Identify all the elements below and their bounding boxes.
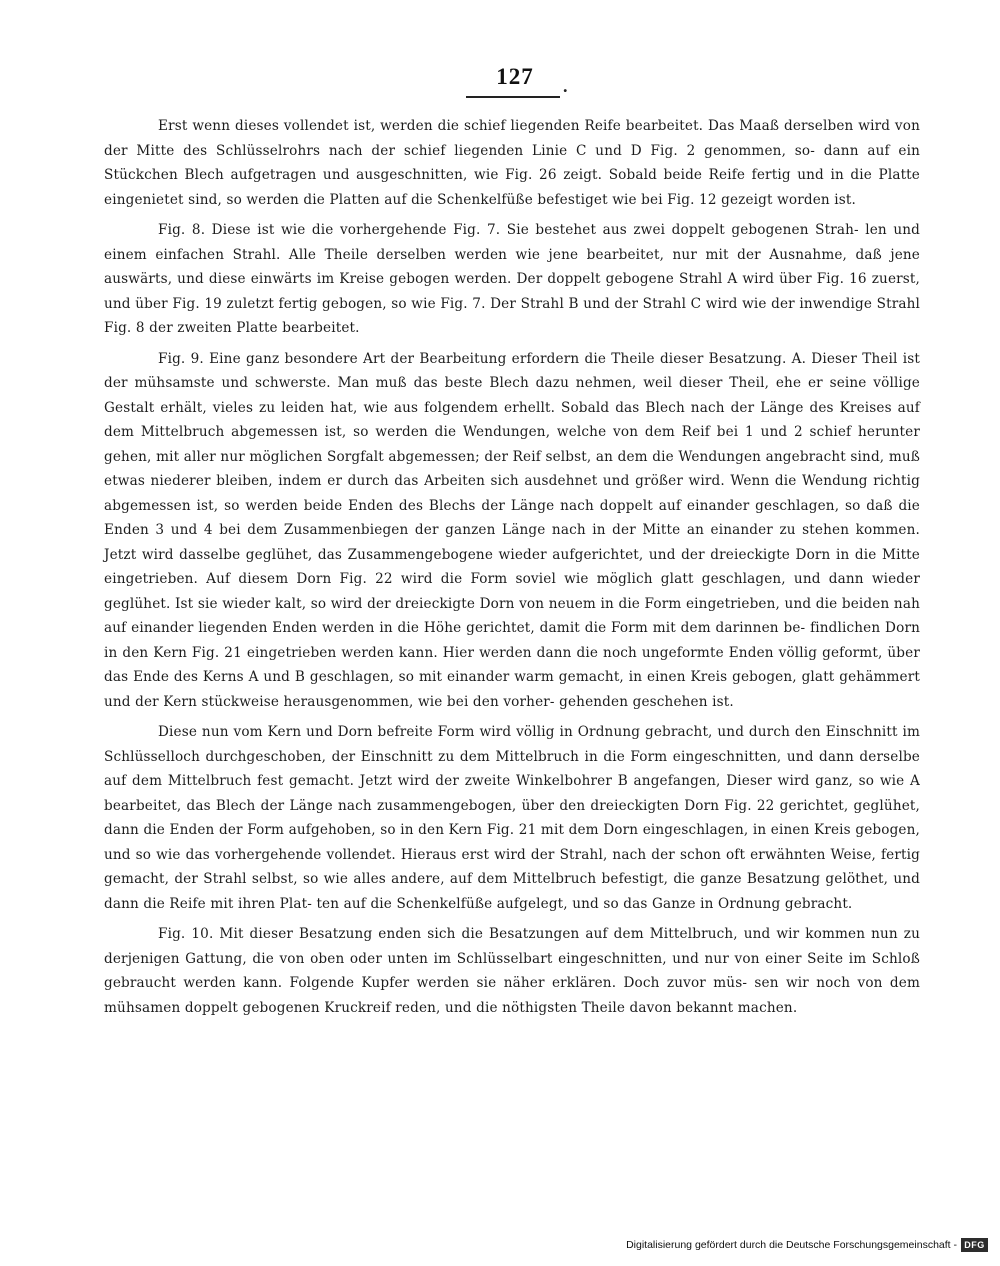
- footer-credit: [626, 1238, 988, 1252]
- footer-credit-text: Digitalisierung gefördert durch die Deutsche Forschungsgemeinschaft -: [626, 1239, 957, 1251]
- page-number-dot: .: [563, 76, 568, 96]
- text-body: [104, 114, 920, 1020]
- paragraph-1: Erst wenn dieses vollendet ist, werden die schief liegenden Reife bearbeitet. Das Maaß derselben wird von der Mitte des Schlüsselrohrs nach der schief liegenden Linie C und D Fig. 2 genommen, so- dann auf ein Stückchen Blech aufgetragen und ausgeschnitten, wie Fig. 26 zeigt. Sobald beide Reife fertig und in die Platte eingenietet sind, so werden die Platten auf die Schenkelfüße befestiget wie bei Fig. 12 gezeigt worden ist.: [104, 118, 920, 208]
- dfg-logo-icon: DFG: [961, 1238, 988, 1252]
- paragraph-3: Fig. 9. Eine ganz besondere Art der Bearbeitung erfordern die Theile dieser Besatzung. A. Dieser Theil ist der mühsamste und schwerste. Man muß das beste Blech dazu nehmen, weil dieser Theil, ehe er seine völlige Gestalt erhält, vieles zu leiden hat, wie aus folgendem erhellt. Sobald das Blech nach der Länge des Kreises auf dem Mittelbruch abgemessen ist, so werden die Wendungen, welche von dem Reif bei 1 und 2 schief herunter gehen, mit aller nur möglichen Sorgfalt abgemessen; der Reif selbst, an dem die Wendungen angebracht sind, muß etwas niederer bleiben, indem er durch das Arbeiten sich ausdehnet und größer wird. Wenn die Wendung richtig abgemessen ist, so werden beide Enden des Blechs der Länge nach doppelt auf einander geschlagen, so daß die Enden 3 und 4 bei dem Zusammenbiegen der ganzen Länge nach in der Mitte an einander zu stehen kommen. Jetzt wird dasselbe geglühet, das Zusammengebogene wieder aufgerichtet, und der dreieckigte Dorn in die Mitte eingetrieben. Auf diesem Dorn Fig. 22 wird die Form soviel wie möglich glatt geschlagen, und dann wieder geglühet. Ist sie wieder kalt, so wird der dreieckigte Dorn von neuem in die Form eingetrieben, und die beiden nah auf einander liegenden Enden werden in die Höhe gerichtet, damit die Form mit dem darinnen be- findlichen Dorn in den Kern Fig. 21 eingetrieben werden kann. Hier werden dann die noch ungeformte Enden völlig geformt, über das Ende des Kerns A und B geschlagen, so mit einander warm gemacht, in einen Kreis gebogen, glatt gehämmert und der Kern stückweise herausgenommen, wie bei den vorher- gehenden geschehen ist.: [104, 350, 920, 710]
- paragraph-2: Fig. 8. Diese ist wie die vorhergehende Fig. 7. Sie bestehet aus zwei doppelt gebogenen Strah- len und einem einfachen Strahl. Alle Theile derselben werden wie jene bearbeitet, nur mit der Ausnahme, daß jene auswärts, und diese einwärts im Kreise gebogen werden. Der doppelt gebogene Strahl A wird über Fig. 16 zuerst, und über Fig. 19 zuletzt fertig gebogen, so wie Fig. 7. Der Strahl B und der Strahl C wird wie der inwendige Strahl Fig. 8 der zweiten Platte bearbeitet.: [104, 222, 920, 336]
- page-number: 127: [496, 64, 534, 89]
- paragraph-4: Diese nun vom Kern und Dorn befreite Form wird völlig in Ordnung gebracht, und durch den Einschnitt im Schlüsselloch durchgeschoben, der Einschnitt zu dem Mittelbruch in die Form eingeschnitten, und dann derselbe auf dem Mittelbruch fest gemacht. Jetzt wird der zweite Winkelbohrer B angefangen, Dieser wird ganz, so wie A bearbeitet, das Blech der Länge nach zusammengebogen, über den dreieckigten Dorn Fig. 22 gerichtet, geglühet, dann die Enden der Form aufgehoben, so in den Kern Fig. 21 mit dem Dorn eingeschlagen, in einen Kreis gebogen, und so wie das vorhergehende vollendet. Hieraus erst wird der Strahl, nach der schon oft erwähnten Weise, fertig gemacht, der Strahl selbst, so wie alles andere, auf dem Mittelbruch befestigt, die ganze Besatzung gelöthet, und dann die Reife mit ihren Plat- ten auf die Schenkelfüße aufgelegt, und so das Ganze in Ordnung gebracht.: [104, 724, 920, 912]
- page-number-rule: [466, 96, 560, 98]
- paragraph-5: Fig. 10. Mit dieser Besatzung enden sich die Besatzungen auf dem Mittelbruch, und wir kommen nun zu derjenigen Gattung, die von oben oder unten im Schlüsselbart eingeschnitten, und nur von einer Seite im Schloß gebraucht werden kann. Folgende Kupfer werden sie näher erklären. Doch zuvor müs- sen wir noch von dem mühsamen doppelt gebogenen Kruckreif reden, und die nöthigsten Theile davon bekannt machen.: [104, 926, 920, 1016]
